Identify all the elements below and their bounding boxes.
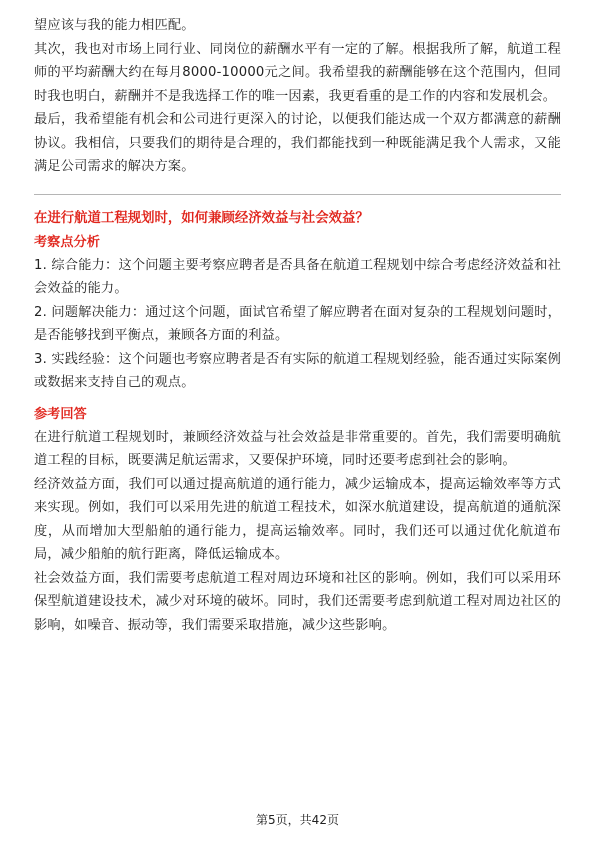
answer-paragraph-3: 社会效益方面，我们需要考虑航道工程对周边环境和社区的影响。例如，我们可以采用环保型航道建设技术，减少对环境的破坏。同时，我们还需要考虑到航道工程对周边社区的影响，如噪音、振动等，我们需要采取措施，减少这些影响。 — [34, 570, 561, 633]
intro-paragraph-2: 其次，我也对市场上同行业、同岗位的薪酬水平有一定的了解。根据我所了解，航道工程师的平均薪酬大约在每月8000-10000元之间。我希望我的薪酬能够在这个范围内，但同时我也明白，薪酬并不是我选择工作的唯一因素，我更看重的是工作的内容和发展机会。 — [34, 41, 561, 104]
document-body — [34, 14, 561, 637]
analysis-item-1: 1. 综合能力：这个问题主要考察应聘者是否具备在航道工程规划中综合考虑经济效益和社会效益的能力。 — [34, 257, 561, 296]
answer-title: 参考回答 — [34, 406, 87, 422]
page-number-footer: 第5页，共42页 — [256, 813, 339, 827]
analysis-item-3: 3. 实践经验：这个问题也考察应聘者是否有实际的航道工程规划经验，能否通过实际案例或数据来支持自己的观点。 — [34, 351, 561, 390]
section-divider — [34, 194, 561, 195]
answer-paragraph-2: 经济效益方面，我们可以通过提高航道的通行能力，减少运输成本，提高运输效率等方式来实现。例如，我们可以采用先进的航道工程技术，如深水航道建设，提高航道的通航深度，从而增加大型船舶的通行能力，提高运输效率。同时，我们还可以通过优化航道布局，减少船舶的航行距离，降低运输成本。 — [34, 476, 561, 562]
intro-paragraph-3: 最后，我希望能有机会和公司进行更深入的讨论，以便我们能达成一个双方都满意的薪酬协议。我相信，只要我们的期待是合理的，我们都能找到一种既能满足我个人需求，又能满足公司需求的解决方案。 — [34, 112, 561, 174]
intro-paragraph-1: 望应该与我的能力相匹配。 — [34, 18, 195, 33]
answer-paragraph-1: 在进行航道工程规划时，兼顾经济效益与社会效益是非常重要的。首先，我们需要明确航道工程的目标，既要满足航运需求，又要保护环境，同时还要考虑到社会的影响。 — [34, 429, 561, 468]
question-heading: 在进行航道工程规划时，如何兼顾经济效益与社会效益？ — [34, 210, 369, 226]
analysis-title: 考察点分析 — [34, 234, 100, 250]
analysis-item-2: 2. 问题解决能力：通过这个问题，面试官希望了解应聘者在面对复杂的工程规划问题时，是否能够找到平衡点，兼顾各方面的利益。 — [34, 304, 561, 343]
